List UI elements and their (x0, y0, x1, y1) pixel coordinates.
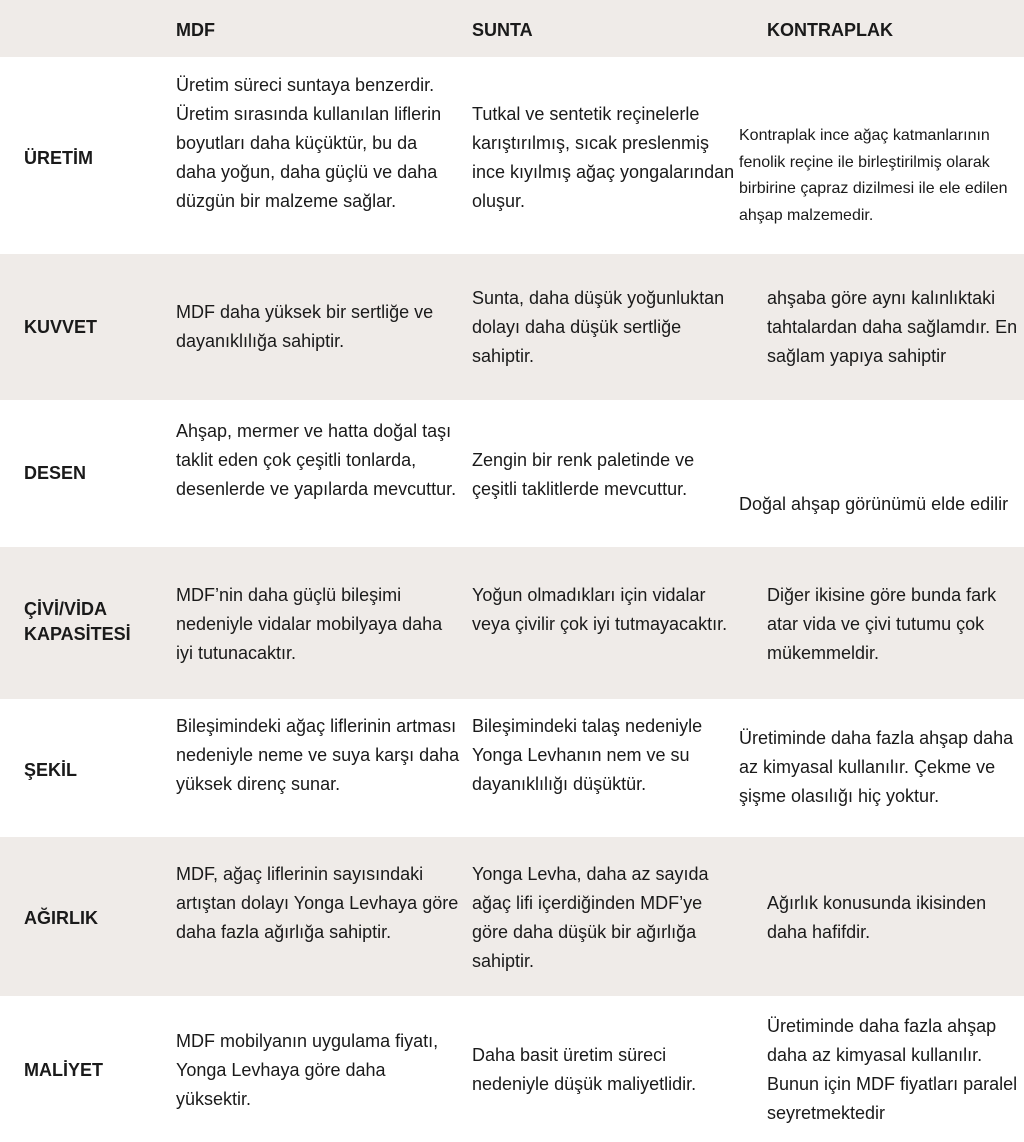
table-row (0, 400, 1024, 547)
header-row (0, 0, 1024, 57)
row-label: MALİYET (24, 1060, 103, 1080)
table-row (0, 547, 1024, 699)
kontraplak-cell: Kontraplak ince ağaç katmanlarının fenolik reçine ile birleştirilmiş olarak birbirine çapraz dizilmesi ile ele edilen ahşap malzemedir. (739, 127, 1008, 224)
kontraplak-cell: Üretiminde daha fazla ahşap daha az kimyasal kullanılır. Bunun için MDF fiyatları paralel seyretmektedir (767, 1016, 1018, 1123)
kontraplak-cell: Ağırlık konusunda ikisinden daha hafifdir. (767, 893, 987, 942)
table-row (0, 254, 1024, 400)
sunta-cell: Yoğun olmadıkları için vidalar veya çivilir çok iyi tutmayacaktır. (472, 585, 728, 634)
sunta-cell: Tutkal ve sentetik reçinelerle karıştırılmış, sıcak preslenmiş ince kıyılmış ağaç yongalarından oluşur. (472, 104, 735, 211)
mdf-cell: Üretim süreci suntaya benzerdir. Üretim sırasında kullanılan liflerin boyutları daha küçüktür, bu da daha yoğun, daha güçlü ve daha düzgün bir malzeme sağlar. (176, 75, 442, 211)
sunta-cell: Bileşimindeki talaş nedeniyle Yonga Levhanın nem ve su dayanıklılığı düşüktür. (472, 716, 703, 794)
kontraplak-cell: Diğer ikisine göre bunda fark atar vida ve çivi tutumu çok mükemmeldir. (767, 585, 997, 663)
table-row (0, 699, 1024, 837)
mdf-cell: Bileşimindeki ağaç liflerinin artması nedeniyle neme ve suya karşı daha yüksek direnç sunar. (176, 716, 460, 794)
mdf-cell: Ahşap, mermer ve hatta doğal taşı taklit eden çok çeşitli tonlarda, desenlerde ve yapılarda mevcuttur. (176, 421, 457, 499)
header-sunta: SUNTA (472, 20, 533, 40)
sunta-cell: Zengin bir renk paletinde ve çeşitli taklitlerde mevcuttur. (472, 450, 695, 499)
row-label-line: KAPASİTESİ (24, 624, 131, 644)
sunta-cell: Daha basit üretim süreci nedeniyle düşük maliyetlidir. (472, 1045, 697, 1094)
table-row (0, 837, 1024, 996)
sunta-cell: Yonga Levha, daha az sayıda ağaç lifi içerdiğinden MDF’ye göre daha düşük bir ağırlığa sahiptir. (472, 864, 709, 971)
row-label: DESEN (24, 463, 87, 483)
row-label: ÜRETİM (24, 148, 93, 168)
row-label-line: ÇİVİ/VİDA (24, 599, 108, 619)
row-label: KUVVET (24, 317, 98, 337)
table-row (0, 996, 1024, 1142)
kontraplak-cell: ahşaba göre aynı kalınlıktaki tahtalardan daha sağlamdır. En sağlam yapıya sahiptir (767, 288, 1018, 366)
header-mdf: MDF (176, 20, 215, 40)
header-kontraplak: KONTRAPLAK (767, 20, 893, 40)
row-label: AĞIRLIK (24, 908, 98, 928)
row-label: ŞEKİL (24, 760, 78, 780)
mdf-cell: MDF, ağaç liflerinin sayısındaki artıştan dolayı Yonga Levhaya göre daha fazla ağırlığa sahiptir. (176, 864, 459, 942)
kontraplak-cell: Üretiminde daha fazla ahşap daha az kimyasal kullanılır. Çekme ve şişme olasılığı hiç yoktur. (739, 728, 1014, 806)
row-label (24, 597, 131, 647)
table-row (0, 57, 1024, 254)
sunta-cell: Sunta, daha düşük yoğunluktan dolayı daha düşük sertliğe sahiptir. (472, 288, 725, 366)
mdf-cell: MDF’nin daha güçlü bileşimi nedeniyle vidalar mobilyaya daha iyi tutunacaktır. (176, 585, 443, 663)
mdf-cell: MDF daha yüksek bir sertliğe ve dayanıklılığa sahiptir. (176, 302, 434, 351)
mdf-cell: MDF mobilyanın uygulama fiyatı, Yonga Levhaya göre daha yüksektir. (176, 1031, 439, 1109)
kontraplak-cell: Doğal ahşap görünümü elde edilir (739, 494, 1009, 514)
